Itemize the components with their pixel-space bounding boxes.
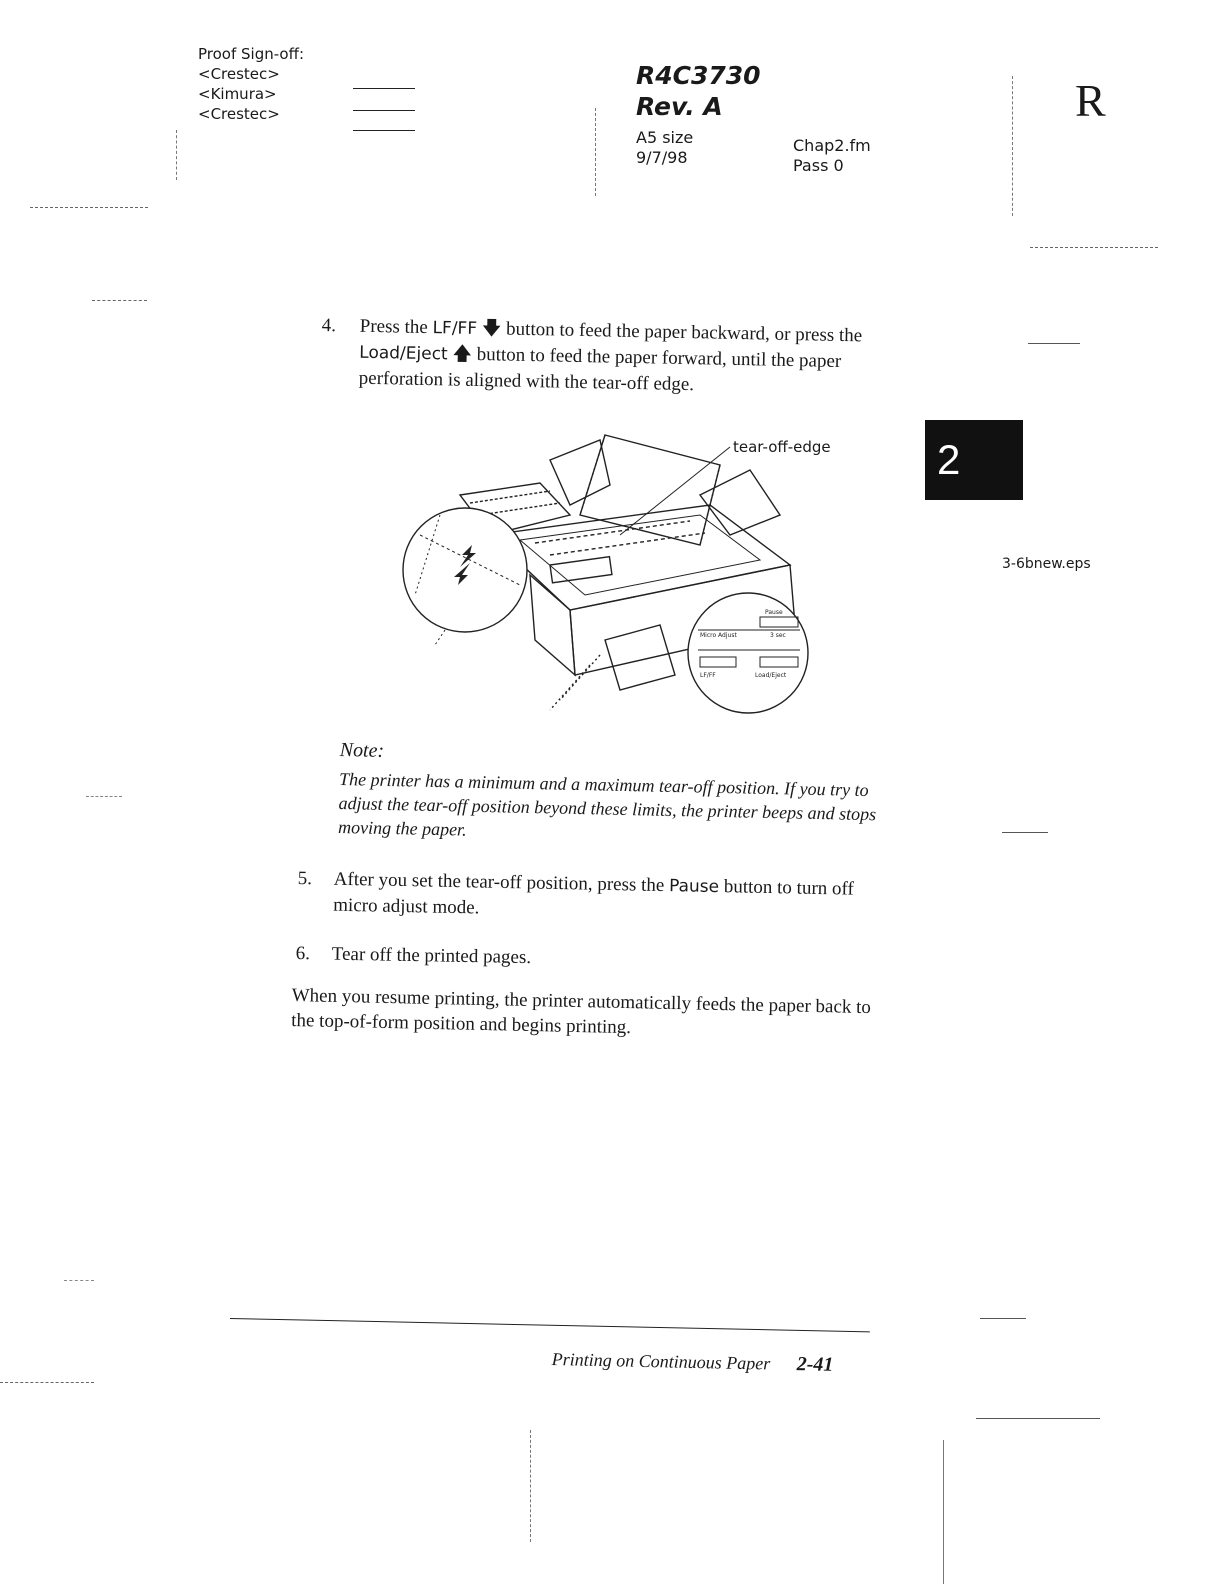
crop-mark (1030, 247, 1158, 248)
pass-number: Pass 0 (793, 156, 844, 175)
doc-code-block (636, 60, 761, 122)
doc-code: R4C3730 (636, 61, 761, 90)
perforation-magnifier (403, 508, 527, 645)
signature-line-1 (353, 88, 415, 89)
panel-lfff-label: LF/FF (700, 672, 716, 679)
step-6 (296, 941, 896, 976)
crop-mark (595, 108, 596, 196)
crop-mark (92, 300, 147, 301)
crop-mark (1012, 76, 1013, 216)
crop-mark (1002, 832, 1048, 833)
printer-illustration (400, 425, 820, 725)
step-4-text (359, 314, 922, 402)
load-eject-button-label: Load/Eject (359, 342, 448, 365)
signature-line-2 (353, 110, 415, 111)
note-block (338, 737, 900, 851)
page-footer (552, 1348, 834, 1377)
resume-paragraph: When you resume printing, the printer automatically feeds the paper back to the top-of-form position and begins printing. (290, 984, 872, 1039)
footer-rule (230, 1318, 870, 1332)
tear-off-edge-label: tear-off-edge (733, 438, 831, 456)
doc-revision: Rev. A (636, 92, 723, 121)
up-arrow-icon: 🡅 (452, 343, 473, 365)
step-5-text (333, 867, 898, 929)
lfff-button-label: LF/FF (432, 318, 478, 339)
note-body: The printer has a minimum and a maximum tear-off position. If you try to adjust the tear-off position beyond these limits, the printer beeps and stops moving the paper. (337, 768, 877, 840)
down-arrow-icon: 🡇 (481, 318, 502, 340)
proof-title: Proof Sign-off: (198, 45, 304, 63)
footer-title: Printing on Continuous Paper (551, 1348, 771, 1374)
step-4-number: 4. (321, 314, 337, 337)
control-panel-magnifier (688, 593, 808, 713)
step-4 (321, 313, 922, 402)
page-number: 2-41 (796, 1353, 834, 1376)
step-6-text: Tear off the printed pages. (331, 943, 532, 969)
crop-mark (176, 130, 177, 180)
proof-kimura: <Kimura> (198, 85, 277, 103)
proof-crestec-2: <Crestec> (198, 105, 280, 123)
chapter-tab: 2 (925, 420, 1023, 500)
crop-mark (980, 1318, 1026, 1319)
doc-date: 9/7/98 (636, 148, 688, 167)
step-5-number: 5. (297, 867, 313, 890)
step-5-text-a: After you set the tear-off position, press the (333, 868, 670, 897)
meta-left (636, 128, 693, 168)
panel-3sec-label: 3 sec (770, 632, 786, 639)
step-4-text-c: button to feed the paper forward, until the paper perforation is aligned with the tear-off edge. (358, 343, 842, 396)
crop-mark (30, 207, 148, 208)
crop-mark (64, 1280, 94, 1281)
proof-signoff (198, 44, 304, 124)
crop-mark (943, 1440, 944, 1584)
crop-mark (530, 1430, 531, 1542)
panel-micro-adjust-label: Micro Adjust (700, 632, 737, 639)
step-6-number: 6. (295, 942, 311, 965)
signature-line-3 (353, 130, 415, 131)
figure-filename: 3-6bnew.eps (1002, 556, 1091, 572)
crop-mark (976, 1418, 1100, 1419)
note-title: Note: (339, 738, 385, 762)
step-4-text-a: Press the (359, 315, 433, 339)
step-4-text-b: button to feed the paper backward, or press the (501, 318, 863, 347)
crop-mark (86, 796, 122, 797)
step-5 (297, 866, 898, 929)
meta-right (793, 136, 871, 176)
pause-button-label: Pause (668, 876, 720, 898)
section-letter: R (1075, 75, 1106, 126)
panel-pause-label: Pause (765, 609, 783, 616)
proof-crestec-1: <Crestec> (198, 65, 280, 83)
step-5-text-b: button to turn off micro adjust mode. (333, 876, 855, 919)
crop-mark (1028, 343, 1080, 344)
panel-load-eject-label: Load/Eject (755, 672, 787, 679)
crop-mark (0, 1382, 94, 1383)
page-size: A5 size (636, 128, 694, 147)
file-name: Chap2.fm (793, 136, 871, 155)
